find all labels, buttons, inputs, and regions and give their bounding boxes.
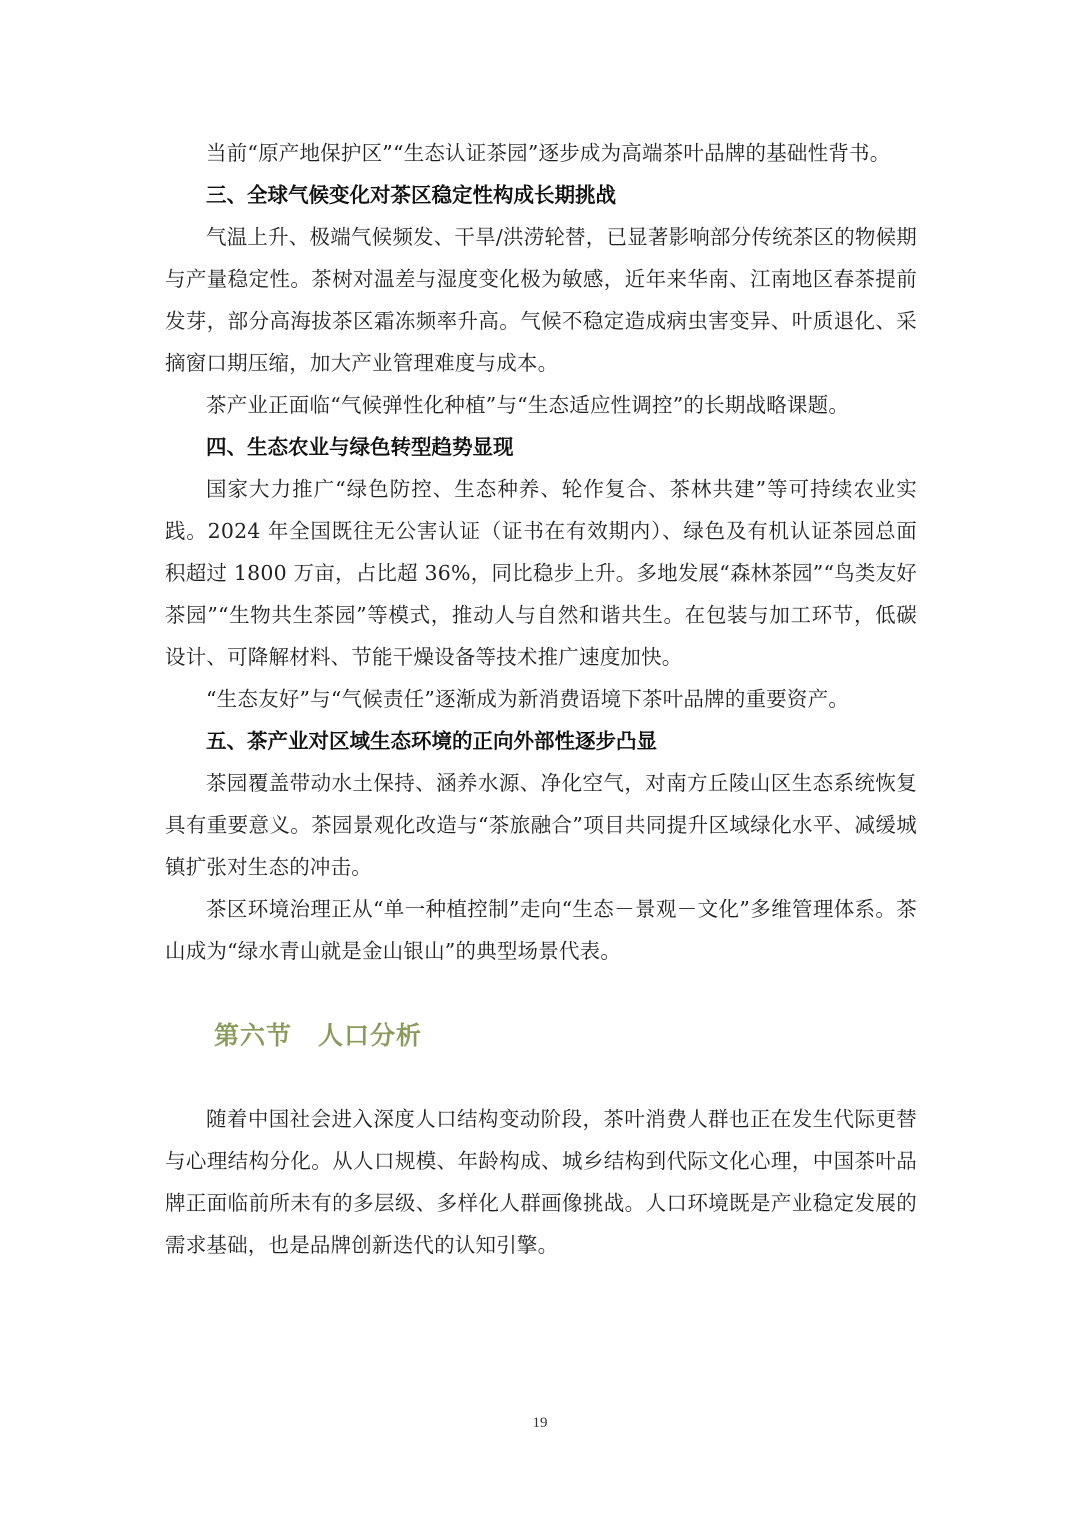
paragraph-population-intro: 随着中国社会进入深度人口结构变动阶段，茶叶消费人群也正在发生代际更替与心理结构分化。从人口规模、年龄构成、城乡结构到代际文化心理，中国茶叶品牌正面临前所未有的多层级、多样化人群画像挑战。人口环境既是产业稳定发展的需求基础，也是品牌创新迭代的认知引擎。 [165,1107,917,1257]
document-page [165,132,917,1266]
section-number: 第六节 [214,1021,293,1050]
paragraph-climate-impact: 气温上升、极端气候频发、干旱/洪涝轮替，已显著影响部分传统茶区的物候期与产量稳定性。茶树对温差与湿度变化极为敏感，近年来华南、江南地区春茶提前发芽，部分高海拔茶区霜冻频率升高。气候不稳定造成病虫害变异、叶质退化、采摘窗口期压缩，加大产业管理难度与成本。 [165,225,917,375]
paragraph-origin-certification: 当前“原产地保护区”“生态认证茶园”逐步成为高端茶叶品牌的基础性背书。 [206,141,891,165]
heading-ecological-agriculture: 四、生态农业与绿色转型趋势显现 [206,435,514,459]
paragraph-ecosystem-restoration: 茶园覆盖带动水土保持、涵养水源、净化空气，对南方丘陵山区生态系统恢复具有重要意义。茶园景观化改造与“茶旅融合”项目共同提升区域绿化水平、减缓城镇扩张对生态的冲击。 [165,771,917,879]
page-number: 19 [532,1415,548,1431]
paragraph-eco-assets: “生态友好”与“气候责任”逐渐成为新消费语境下茶叶品牌的重要资产。 [206,687,850,711]
section-title [165,1016,917,1052]
heading-climate-change: 三、全球气候变化对茶区稳定性构成长期挑战 [206,183,616,207]
paragraph-green-transition: 国家大力推广“绿色防控、生态种养、轮作复合、茶林共建”等可持续农业实践。2024 年全国既往无公害认证（证书在有效期内）、绿色及有机认证茶园总面积超过 1800 万亩，占比超 36%，同比稳步上升。多地发展“森林茶园”“鸟类友好茶园”“生物共生茶园”等模式，推动人与自然和谐共生。在包装与加工环节，低碳设计、可降解材料、节能干燥设备等技术推广速度加快。 [165,477,917,669]
heading-positive-externality: 五、茶产业对区域生态环境的正向外部性逐步凸显 [206,729,657,753]
section-name: 人口分析 [318,1021,423,1050]
paragraph-climate-strategy: 茶产业正面临“气候弹性化种植”与“生态适应性调控”的长期战略课题。 [206,393,850,417]
paragraph-environmental-governance: 茶区环境治理正从“单一种植控制”走向“生态－景观－文化”多维管理体系。茶山成为“绿水青山就是金山银山”的典型场景代表。 [165,897,917,963]
